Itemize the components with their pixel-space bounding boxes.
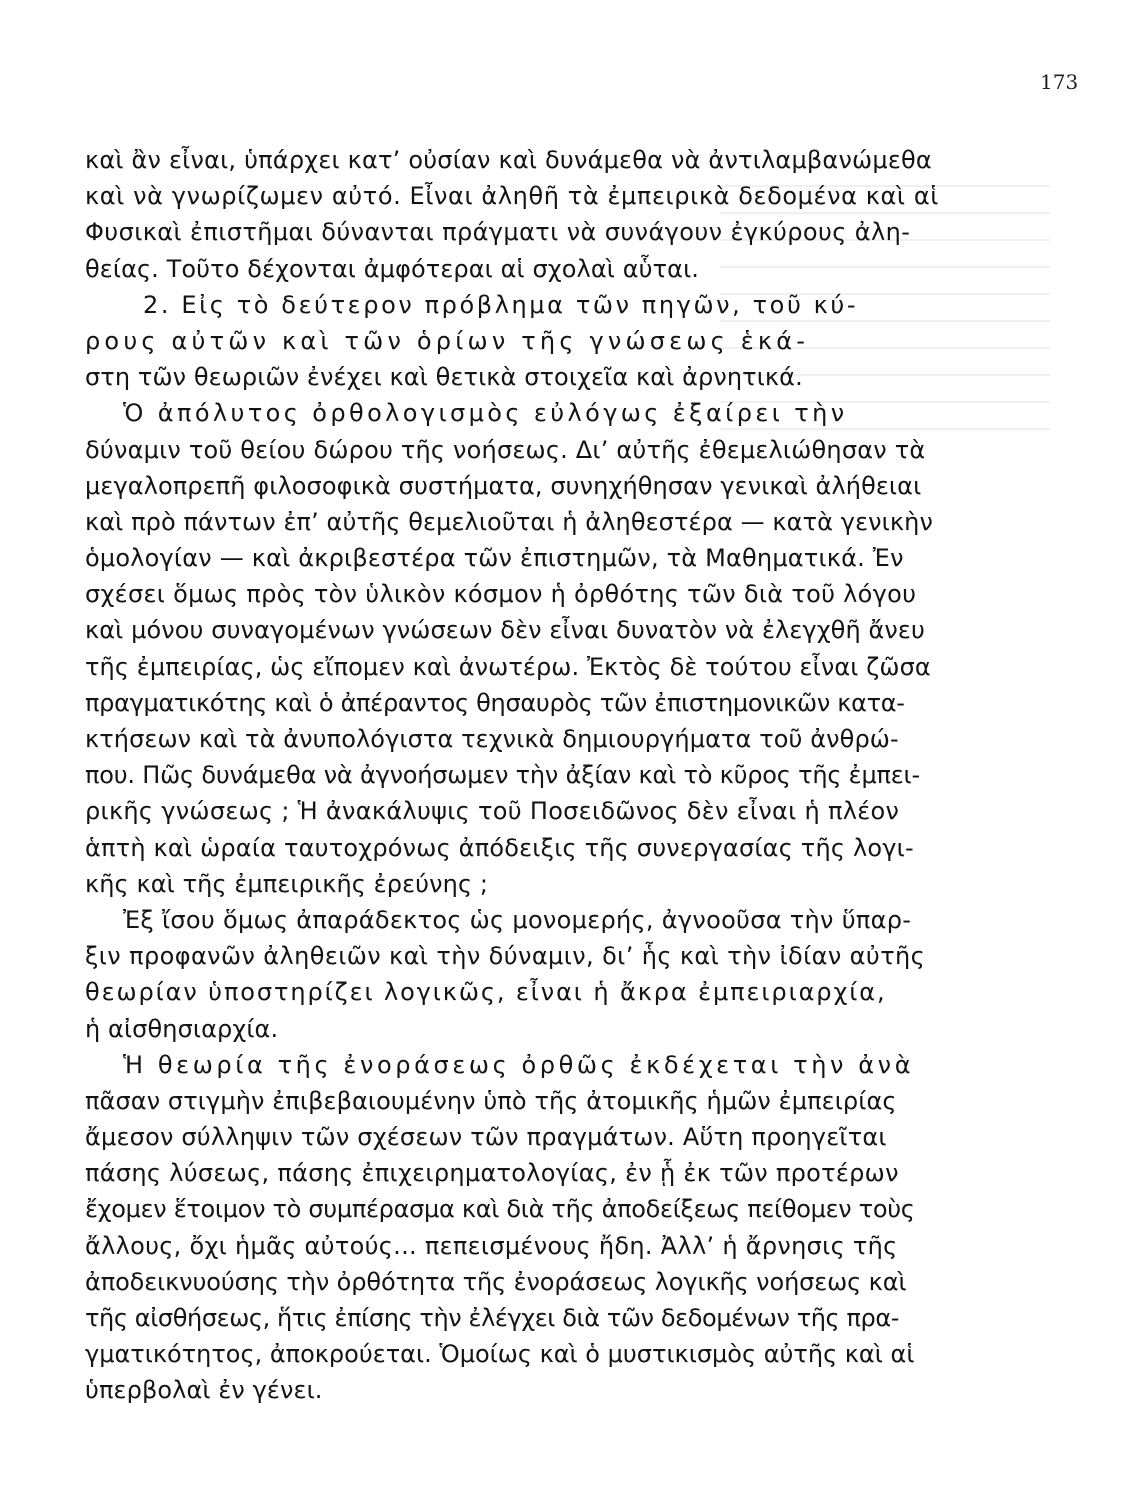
text-line: ἁπτὴ καὶ ὡραία ταυτοχρόνως ἀπόδειξις τῆς συνεργασίας τῆς λογι- (85, 833, 914, 862)
text-line: κτήσεων καὶ τὰ ἀνυπολόγιστα τεχνικὰ δημιουργήματα τοῦ ἀνθρώ- (85, 725, 899, 753)
body-text (85, 142, 990, 1409)
text-line: θείας. Τοῦτο δέχονται ἀμφότεραι αἱ σχολαὶ αὗται. (85, 254, 700, 283)
text-line: που. Πῶς δυνάμεθα νὰ ἀγνοήσωμεν τὴν ἀξίαν καὶ τὸ κῦρος τῆς ἐμπει- (85, 761, 920, 790)
text-line: τῆς αἰσθήσεως, ἥτις ἐπίσης τὴν ἐλέγχει διὰ τῶν δεδομένων τῆς πρα- (85, 1304, 900, 1332)
text-line: πᾶσαν στιγμὴν ἐπιβεβαιουμένην ὑπὸ τῆς ἀτομικῆς ἡμῶν ἐμπειρίας (85, 1086, 897, 1115)
text-line: καὶ μόνου συναγομένων γνώσεων δὲν εἶναι δυνατὸν νὰ ἐλεγχθῆ ἄνευ (85, 616, 925, 645)
text-line: κῆς καὶ τῆς ἐμπειρικῆς ἐρεύνης ; (85, 869, 489, 898)
text-line: πάσης λύσεως, πάσης ἐπιχειρηματολογίας, ἐν ᾗ ἐκ τῶν προτέρων (85, 1159, 899, 1188)
text-line: γματικότητος, ἀποκρούεται. Ὁμοίως καὶ ὁ μυστικισμὸς αὐτῆς καὶ αἱ (85, 1340, 915, 1369)
text-line: δύναμιν τοῦ θείου δώρου τῆς νοήσεως. Δι’ αὐτῆς ἐθεμελιώθησαν τὰ (85, 435, 926, 464)
text-line: ἔχομεν ἕτοιμον τὸ συμπέρασμα καὶ διὰ τῆς ἀποδείξεως πείθομεν τοὺς (85, 1195, 915, 1224)
text-line: πραγματικότης καὶ ὁ ἀπέραντος θησαυρὸς τῶν ἐπιστημονικῶν κατα- (85, 688, 905, 717)
text-line: ἄλλους, ὄχι ἡμᾶς αὐτούς... πεπεισμένους ἤδη. Ἀλλ’ ἡ ἄρνησις τῆς (85, 1231, 898, 1260)
text-line: στη τῶν θεωριῶν ἐνέχει καὶ θετικὰ στοιχεῖα καὶ ἀρνητικά. (85, 363, 803, 392)
text-line: ξιν προφανῶν ἀληθειῶν καὶ τὴν δύναμιν, δι’ ἧς καὶ τὴν ἰδίαν αὐτῆς (85, 942, 926, 971)
text-line: ἡ αἰσθησιαρχία. (85, 1014, 279, 1043)
text-line: ἀποδεικνυούσης τὴν ὀρθότητα τῆς ἐνοράσεως λογικῆς νοήσεως καὶ (85, 1267, 907, 1296)
text-line: Ὁ ἀπόλυτος ὀρθολογισμὸς εὐλόγως ἐξαίρει τὴν (123, 399, 848, 428)
text-line: καὶ νὰ γνωρίζωμεν αὐτό. Εἶναι ἀληθῆ τὰ ἐμπειρικὰ δεδομένα καὶ αἱ (85, 182, 939, 211)
text-line: ρικῆς γνώσεως ; Ἡ ἀνακάλυψις τοῦ Ποσειδῶνος δὲν εἶναι ἡ πλέον (85, 797, 900, 826)
text-line: Ἡ θεωρία τῆς ἐνοράσεως ὀρθῶς ἐκδέχεται τὴν ἀνὰ (123, 1050, 915, 1079)
text-line: Ἐξ ἴσου ὅμως ἀπαράδεκτος ὡς μονομερής, ἀγνοοῦσα τὴν ὕπαρ- (123, 905, 912, 934)
text-line: καὶ ἂν εἶναι, ὑπάρχει κατ’ οὐσίαν καὶ δυνάμεθα νὰ ἀντιλαμβανώμεθα (85, 146, 932, 174)
text-line: σχέσει ὅμως πρὸς τὸν ὑλικὸν κόσμον ἡ ὀρθότης τῶν διὰ τοῦ λόγου (85, 580, 917, 609)
text-line: καὶ πρὸ πάντων ἐπ’ αὐτῆς θεμελιοῦται ἡ ἀληθεστέρα — κατὰ γενικὴν (85, 507, 933, 536)
text-line: τῆς ἐμπειρίας, ὡς εἴπομεν καὶ ἀνωτέρω. Ἐκτὸς δὲ τούτου εἶναι ζῶσα (85, 652, 931, 681)
text-line: ὁμολογίαν — καὶ ἀκριβεστέρα τῶν ἐπιστημῶν, τὰ Μαθηματικά. Ἐν (85, 544, 904, 573)
text-line: ἄμεσον σύλληψιν τῶν σχέσεων τῶν πραγμάτων. Αὕτη προηγεῖται (85, 1123, 887, 1152)
text-line: Φυσικαὶ ἐπιστῆμαι δύνανται πράγματι νὰ συνάγουν ἐγκύρους ἀλη- (85, 218, 911, 247)
text-line: θεωρίαν ὑποστηρίζει λογικῶς, εἶναι ἡ ἄκρα ἐμπειριαρχία, (85, 978, 887, 1007)
text-line: ὑπερβολαὶ ἐν γένει. (85, 1376, 323, 1405)
page-number: 173 (1040, 70, 1079, 94)
text-line: 2. Εἰς τὸ δεύτερον πρόβλημα τῶν πηγῶν, τοῦ κύ- (143, 290, 859, 319)
text-line: μεγαλοπρεπῆ φιλοσοφικὰ συστήματα, συνηχήθησαν γενικαὶ ἀλήθειαι (85, 471, 922, 500)
text-line: ρους αὐτῶν καὶ τῶν ὁρίων τῆς γνώσεως ἑκά- (85, 326, 810, 355)
